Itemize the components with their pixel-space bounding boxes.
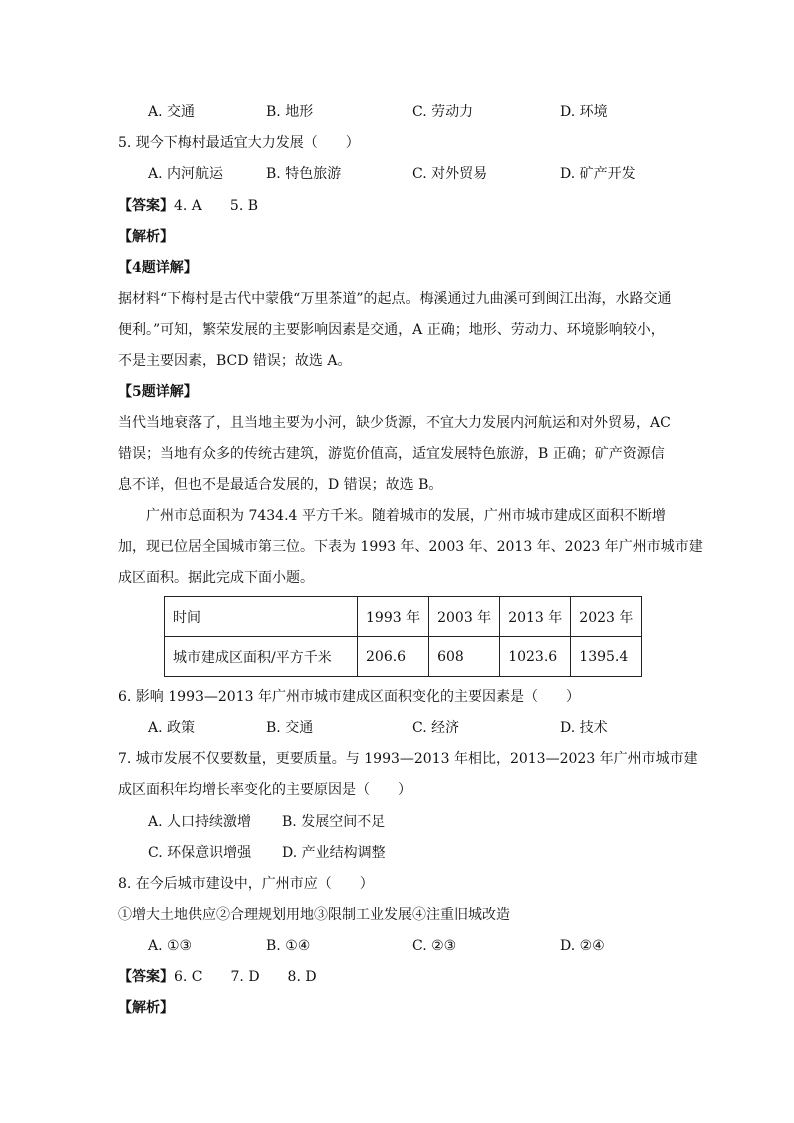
table-cell: 2003 年 — [429, 597, 500, 637]
q4-detail-line: 便利。”可知，繁荣发展的主要影响因素是交通，A 正确；地形、劳动力、环境影响较小， — [118, 322, 665, 338]
q7-stem-line: 成区面积年均增长率变化的主要原因是（ ） — [118, 782, 412, 798]
q4-detail-label: 【4题详解】 — [118, 260, 198, 276]
table-cell: 206.6 — [358, 637, 429, 677]
q4-option-d: D. 环境 — [560, 104, 608, 120]
analysis-label: 【解析】 — [118, 229, 174, 245]
q5-detail-text — [118, 408, 678, 501]
answer-line-1 — [118, 196, 258, 216]
q4-options — [148, 102, 768, 122]
table-cell: 城市建成区面积/平方千米 — [165, 637, 358, 677]
q6-option-b: B. 交通 — [266, 720, 314, 736]
q4-option-a: A. 交通 — [148, 104, 196, 120]
table-cell: 608 — [429, 637, 500, 677]
answer-line-2 — [118, 967, 317, 987]
q6-option-c: C. 经济 — [412, 720, 460, 736]
q5-detail-label: 【5题详解】 — [118, 384, 198, 400]
q5-option-b: B. 特色旅游 — [266, 166, 342, 182]
table-cell: 1395.4 — [571, 637, 642, 677]
q7-stem-line: 7. 城市发展不仅要数量，更要质量。与 1993—2013 年相比，2013—2023 年广州市城市建 — [118, 751, 698, 767]
q8-option-c: C. ②③ — [412, 938, 457, 954]
answer-text-2: 6. C 7. D 8. D — [174, 969, 317, 985]
q5-option-c: C. 对外贸易 — [412, 166, 488, 182]
q8-option-a: A. ①③ — [148, 938, 193, 954]
q8-statement: ①增大土地供应②合理规划用地③限制工业发展④注重旧城改造 — [118, 907, 510, 923]
q7-option-a: A. 人口持续激增 — [148, 814, 252, 830]
q5-option-a: A. 内河航运 — [148, 166, 224, 182]
q7-stem — [118, 744, 698, 806]
q7-options-row1 — [148, 812, 768, 832]
q7-option-c: C. 环保意识增强 — [148, 845, 252, 861]
q6-options — [148, 718, 768, 738]
material-line: 成区面积。据此完成下面小题。 — [118, 570, 314, 586]
q5-detail-line: 息不详，但也不是最适合发展的，D 错误；故选 B。 — [118, 477, 443, 493]
q4-option-c: C. 劳动力 — [412, 104, 474, 120]
q5-detail-line: 当代当地衰落了，且当地主要为小河，缺少货源，不宜大力发展内河航运和对外贸易，AC — [118, 415, 671, 431]
q6-stem: 6. 影响 1993—2013 年广州市城市建成区面积变化的主要因素是（ ） — [118, 689, 580, 705]
q7-option-d: D. 产业结构调整 — [282, 845, 386, 861]
q5-detail-line: 错误；当地有众多的传统古建筑，游览价值高，适宜发展特色旅游，B 正确；矿产资源信 — [118, 446, 665, 462]
answer-text: 4. A 5. B — [174, 198, 259, 214]
answer-label: 【答案】 — [118, 198, 174, 214]
q5-option-d: D. 矿产开发 — [560, 166, 636, 182]
q8-stem: 8. 在今后城市建设中，广州市应（ ） — [118, 876, 374, 892]
q8-option-b: B. ①④ — [266, 938, 311, 954]
q5-stem: 5. 现今下梅村最适宜大力发展（ ） — [118, 135, 360, 151]
q6-option-a: A. 政策 — [148, 720, 196, 736]
q7-options-row2 — [148, 843, 768, 863]
material-line: 广州市总面积为 7434.4 平方千米。随着城市的发展，广州市城市建成区面积不断增 — [118, 508, 666, 524]
q4-detail-line: 不是主要因素，BCD 错误；故选 A。 — [118, 353, 352, 369]
material-line: 加，现已位居全国城市第三位。下表为 1993 年、2003 年、2013 年、2023 年广州市城市建 — [118, 539, 703, 555]
table-header-row — [165, 597, 642, 637]
q8-options — [148, 936, 768, 956]
q4-detail-text — [118, 284, 678, 377]
table-cell: 1023.6 — [500, 637, 571, 677]
q4-option-b: B. 地形 — [266, 104, 314, 120]
q5-options — [148, 164, 768, 184]
area-table — [164, 596, 642, 677]
table-cell: 2013 年 — [500, 597, 571, 637]
table-cell: 1993 年 — [358, 597, 429, 637]
q8-option-d: D. ②④ — [560, 938, 605, 954]
q4-detail-line: 据材料“下梅村是古代中蒙俄“万里茶道”的起点。梅溪通过九曲溪可到闽江出海，水路交通 — [118, 291, 672, 307]
analysis-label-2: 【解析】 — [118, 1000, 174, 1016]
q6-option-d: D. 技术 — [560, 720, 608, 736]
answer-label-2: 【答案】 — [118, 969, 174, 985]
table-row — [165, 637, 642, 677]
table-cell: 2023 年 — [571, 597, 642, 637]
table-cell: 时间 — [165, 597, 358, 637]
material-text — [118, 501, 703, 594]
q7-option-b: B. 发展空间不足 — [282, 814, 386, 830]
